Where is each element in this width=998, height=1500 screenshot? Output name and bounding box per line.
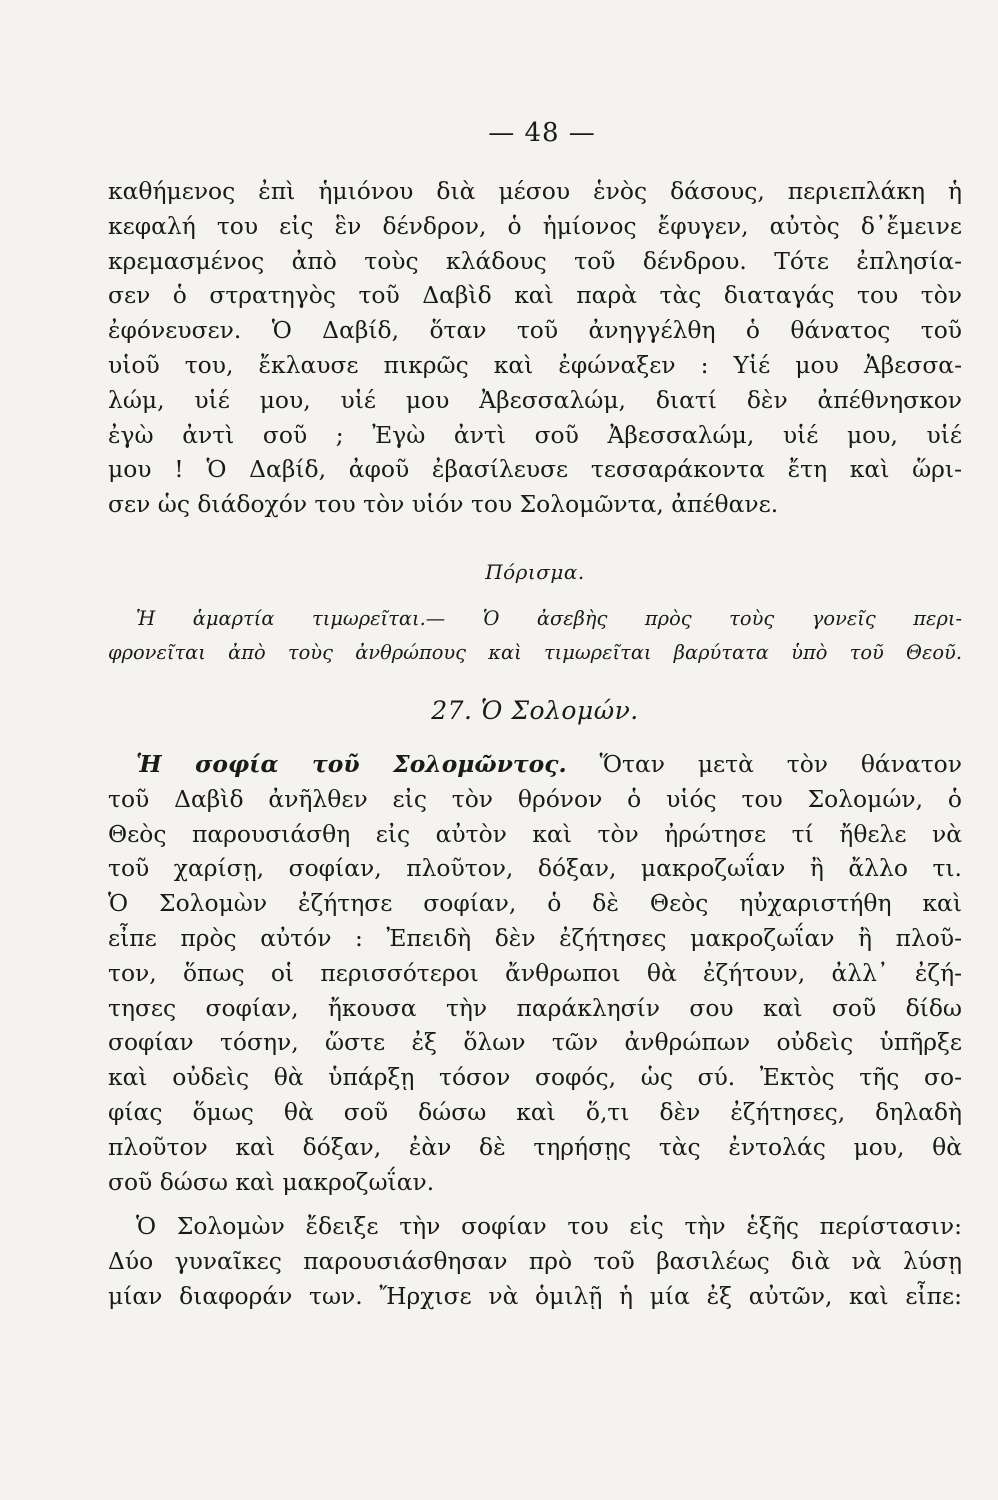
- text-line: [108, 747, 962, 782]
- porisma-line: Ἡ ἁμαρτία τιμωρεῖται.— Ὁ ἀσεβὴς πρὸς τοὺς γονεῖς περι-: [136, 606, 962, 630]
- page-number: — 48 —: [488, 118, 596, 148]
- paragraph-two-women: [108, 1209, 962, 1313]
- text-line: τησες σοφίαν, ἤκουσα τὴν παράκλησίν σου καὶ σοῦ δίδω: [108, 993, 962, 1022]
- text-line: σεν ὡς διάδοχόν του τὸν υἱόν του Σολομῶντα, ἀπέθανε.: [108, 490, 779, 519]
- paragraph-david-death: [108, 174, 962, 522]
- text-line: σοφίαν τόσην, ὥστε ἐξ ὅλων τῶν ἀνθρώπων οὐδεὶς ὑπῆρξε: [108, 1028, 962, 1057]
- text-line: τον, ὅπως οἱ περισσότεροι ἄνθρωποι θὰ ἐζήτουν, ἀλλ᾽ ἐζή-: [108, 958, 962, 987]
- text-line: εἶπε πρὸς αὐτόν : Ἐπειδὴ δὲν ἐζήτησες μακροζωΐαν ἢ πλοῦ-: [108, 923, 962, 952]
- porisma-title: Πόρισμα.: [485, 559, 585, 584]
- text-line: λώμ, υἱέ μου, υἱέ μου Ἀβεσσαλώμ, διατί δὲν ἀπέθνησκον: [108, 385, 962, 414]
- text-line: τοῦ Δαβὶδ ἀνῆλθεν εἰς τὸν θρόνον ὁ υἱός του Σολομών, ὁ: [108, 784, 962, 813]
- text-line: μίαν διαφοράν των. Ἤρχισε νὰ ὁμιλῇ ἡ μία ἐξ αὐτῶν, καὶ εἶπε:: [108, 1281, 962, 1310]
- text-line: κρεμασμένος ἀπὸ τοὺς κλάδους τοῦ δένδρου. Τότε ἐπλησία-: [108, 246, 962, 275]
- text-line: καθήμενος ἐπὶ ἡμιόνου διὰ μέσου ἑνὸς δάσους, περιεπλάκη ἡ: [108, 177, 962, 205]
- text-line: κεφαλή του εἰς ἓν δένδρον, ὁ ἡμίονος ἔφυγεν, αὐτὸς δ᾽ἔμεινε: [108, 211, 962, 240]
- text-line: καὶ οὐδεὶς θὰ ὑπάρξῃ τόσον σοφός, ὡς σύ. Ἐκτὸς τῆς σο-: [108, 1063, 962, 1092]
- text-line: ἐφόνευσεν. Ὁ Δαβίδ, ὅταν τοῦ ἀνηγγέλθη ὁ θάνατος τοῦ: [108, 316, 962, 345]
- porisma-text: [108, 602, 962, 670]
- text-line: Δύο γυναῖκες παρουσιάσθησαν πρὸ τοῦ βασιλέως διὰ νὰ λύσῃ: [108, 1247, 962, 1276]
- chapter-title: 27. Ὁ Σολομών.: [431, 695, 639, 725]
- text-line: Ὁ Σολομὼν ἐζήτησε σοφίαν, ὁ δὲ Θεὸς ηὐχαριστήθη καὶ: [108, 889, 962, 918]
- text-line: τοῦ χαρίσῃ, σοφίαν, πλοῦτον, δόξαν, μακροζωΐαν ἢ ἄλλο τι.: [108, 854, 962, 883]
- text-line: φίας ὅμως θὰ σοῦ δώσω καὶ ὅ,τι δὲν ἐζήτησες, δηλαδὴ: [108, 1097, 962, 1126]
- paragraph-solomon-wisdom: [108, 747, 962, 1199]
- text-line: σοῦ δώσω καὶ μακροζωΐαν.: [108, 1167, 435, 1196]
- text-line: πλοῦτον καὶ δόξαν, ἐὰν δὲ τηρήσῃς τὰς ἐντολάς μου, θὰ: [108, 1132, 962, 1161]
- text-line: Θεὸς παρουσιάσθη εἰς αὐτὸν καὶ τὸν ἠρώτησε τί ἤθελε νὰ: [108, 819, 962, 848]
- text-line: Ὁ Σολομὼν ἔδειξε τὴν σοφίαν του εἰς τὴν ἑξῆς περίστασιν:: [136, 1212, 962, 1241]
- section-heading-continuation: Ὅταν μετὰ τὸν θάνατον: [566, 749, 962, 778]
- text-line: υἱοῦ του, ἔκλαυσε πικρῶς καὶ ἐφώναξεν : Υἱέ μου Ἀβεσσα-: [108, 350, 962, 379]
- text-line: μου ! Ὁ Δαβίδ, ἀφοῦ ἐβασίλευσε τεσσαράκοντα ἔτη καὶ ὥρι-: [108, 455, 962, 484]
- porisma-line: φρονεῖται ἀπὸ τοὺς ἀνθρώπους καὶ τιμωρεῖται βαρύτατα ὑπὸ τοῦ Θεοῦ.: [108, 640, 962, 664]
- paragraph-gap: [108, 1199, 962, 1209]
- section-heading: Ἡ σοφία τοῦ Σολομῶντος.: [136, 749, 567, 778]
- text-line: ἐγὼ ἀντὶ σοῦ ; Ἐγὼ ἀντὶ σοῦ Ἀβεσσαλώμ, υἱέ μου, υἱέ: [108, 420, 962, 449]
- text-line: σεν ὁ στρατηγὸς τοῦ Δαβὶδ καὶ παρὰ τὰς διαταγάς του τὸν: [108, 281, 962, 310]
